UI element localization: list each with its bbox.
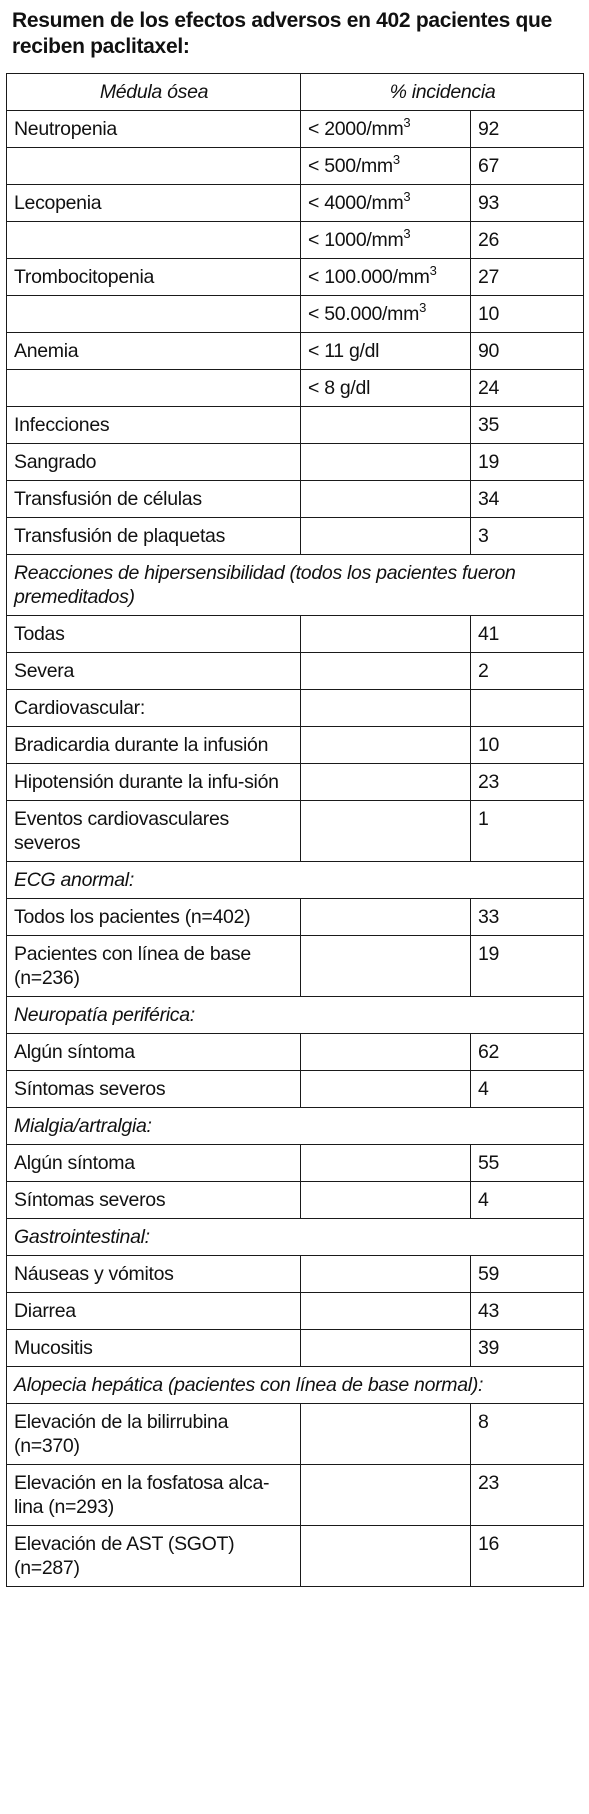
table-row [7, 333, 584, 370]
row-label: Sangrado [7, 444, 301, 481]
section-heading-row [7, 1367, 584, 1404]
table-row [7, 1526, 584, 1587]
table-row [7, 653, 584, 690]
row-threshold [301, 148, 471, 185]
table-row [7, 407, 584, 444]
threshold-text: < 100.000/mm [308, 266, 430, 288]
table-row [7, 1293, 584, 1330]
row-value: 55 [471, 1145, 584, 1182]
row-label: Transfusión de plaquetas [7, 518, 301, 555]
threshold-exponent: 3 [403, 189, 411, 204]
row-value: 43 [471, 1293, 584, 1330]
row-label: Elevación en la fosfatosa alca-lina (n=293) [7, 1465, 301, 1526]
table-row [7, 222, 584, 259]
table-row [7, 370, 584, 407]
section-heading: Alopecia hepática (pacientes con línea de base normal): [7, 1367, 584, 1404]
threshold-text: < 500/mm [308, 155, 393, 177]
row-value: 1 [471, 801, 584, 862]
row-threshold [301, 764, 471, 801]
row-label: Náuseas y vómitos [7, 1256, 301, 1293]
row-threshold [301, 333, 471, 370]
table-row [7, 690, 584, 727]
row-threshold [301, 1465, 471, 1526]
row-label [7, 296, 301, 333]
row-value: 23 [471, 764, 584, 801]
row-value: 2 [471, 653, 584, 690]
threshold-exponent: 3 [419, 300, 426, 315]
row-label: Eventos cardiovasculares severos [7, 801, 301, 862]
table-row [7, 1465, 584, 1526]
row-label: Elevación de AST (SGOT) (n=287) [7, 1526, 301, 1587]
threshold-text: < 50.000/mm [308, 303, 420, 325]
table-row [7, 899, 584, 936]
row-value: 4 [471, 1071, 584, 1108]
section-heading-row [7, 862, 584, 899]
row-label: Cardiovascular: [7, 690, 301, 727]
section-heading: Neuropatía periférica: [7, 997, 584, 1034]
row-value: 10 [471, 727, 584, 764]
row-label: Severa [7, 653, 301, 690]
row-label: Anemia [7, 333, 301, 370]
table-row [7, 481, 584, 518]
header-bone-marrow: Médula ósea [7, 74, 301, 111]
table-row [7, 1404, 584, 1465]
row-threshold [301, 690, 471, 727]
row-label: Infecciones [7, 407, 301, 444]
row-threshold [301, 1256, 471, 1293]
row-value: 10 [471, 296, 584, 333]
row-threshold [301, 370, 471, 407]
row-label [7, 148, 301, 185]
row-threshold [301, 1034, 471, 1071]
row-threshold [301, 727, 471, 764]
row-threshold [301, 1182, 471, 1219]
section-heading: Reacciones de hipersensibilidad (todos los pacientes fueron premeditados) [7, 555, 584, 616]
row-label [7, 370, 301, 407]
row-label: Neutropenia [7, 111, 301, 148]
row-value: 59 [471, 1256, 584, 1293]
row-value: 62 [471, 1034, 584, 1071]
row-label: Bradicardia durante la infusión [7, 727, 301, 764]
row-threshold [301, 296, 471, 333]
section-heading: Mialgia/artralgia: [7, 1108, 584, 1145]
threshold-text: < 4000/mm [308, 192, 404, 214]
threshold-exponent: 3 [403, 115, 411, 130]
row-label: Diarrea [7, 1293, 301, 1330]
row-label: Elevación de la bilirrubina (n=370) [7, 1404, 301, 1465]
threshold-exponent: 3 [392, 152, 400, 167]
row-threshold [301, 936, 471, 997]
row-label: Todas [7, 616, 301, 653]
row-label [7, 222, 301, 259]
row-threshold [301, 259, 471, 296]
row-label: Síntomas severos [7, 1182, 301, 1219]
row-label: Algún síntoma [7, 1145, 301, 1182]
row-value: 41 [471, 616, 584, 653]
row-threshold [301, 653, 471, 690]
row-threshold [301, 407, 471, 444]
row-value: 19 [471, 936, 584, 997]
row-label: Trombocitopenia [7, 259, 301, 296]
row-value: 26 [471, 222, 584, 259]
threshold-text: < 2000/mm [308, 118, 404, 140]
section-heading-row [7, 555, 584, 616]
row-value: 93 [471, 185, 584, 222]
table-row [7, 185, 584, 222]
row-threshold [301, 1330, 471, 1367]
row-threshold [301, 481, 471, 518]
row-threshold [301, 616, 471, 653]
row-threshold [301, 518, 471, 555]
threshold-text: < 8 g/dl [308, 377, 371, 399]
table-row [7, 616, 584, 653]
row-value: 34 [471, 481, 584, 518]
threshold-text: < 11 g/dl [308, 340, 380, 362]
table-row [7, 764, 584, 801]
row-label: Todos los pacientes (n=402) [7, 899, 301, 936]
row-value: 4 [471, 1182, 584, 1219]
row-value: 90 [471, 333, 584, 370]
table-row [7, 801, 584, 862]
table-body [7, 111, 584, 1587]
row-threshold [301, 1293, 471, 1330]
table-row [7, 518, 584, 555]
table-row [7, 296, 584, 333]
table-row [7, 1145, 584, 1182]
row-threshold [301, 1526, 471, 1587]
row-value: 33 [471, 899, 584, 936]
table-row [7, 1182, 584, 1219]
table-title: Resumen de los efectos adversos en 402 pacientes que reciben paclitaxel: [12, 9, 552, 58]
row-value: 67 [471, 148, 584, 185]
row-threshold [301, 899, 471, 936]
threshold-exponent: 3 [429, 263, 437, 278]
row-label: Mucositis [7, 1330, 301, 1367]
row-threshold [301, 185, 471, 222]
row-value: 19 [471, 444, 584, 481]
header-row [7, 74, 584, 111]
row-threshold [301, 111, 471, 148]
section-heading-row [7, 997, 584, 1034]
table-row [7, 727, 584, 764]
row-value: 24 [471, 370, 584, 407]
row-value: 23 [471, 1465, 584, 1526]
row-value: 8 [471, 1404, 584, 1465]
threshold-text: < 1000/mm [308, 229, 404, 251]
row-label: Síntomas severos [7, 1071, 301, 1108]
row-label: Transfusión de células [7, 481, 301, 518]
row-threshold [301, 1404, 471, 1465]
row-threshold [301, 444, 471, 481]
row-threshold [301, 222, 471, 259]
row-value: 3 [471, 518, 584, 555]
row-threshold [301, 801, 471, 862]
row-value [471, 690, 584, 727]
row-value: 27 [471, 259, 584, 296]
section-heading-row [7, 1108, 584, 1145]
threshold-exponent: 3 [403, 226, 411, 241]
table-row [7, 111, 584, 148]
row-value: 39 [471, 1330, 584, 1367]
adverse-effects-table [6, 73, 584, 1587]
table-row [7, 148, 584, 185]
section-heading: Gastrointestinal: [7, 1219, 584, 1256]
section-heading-row [7, 1219, 584, 1256]
table-row [7, 936, 584, 997]
table-row [7, 1330, 584, 1367]
table-row [7, 1034, 584, 1071]
row-label: Hipotensión durante la infu-sión [7, 764, 301, 801]
table-row [7, 1071, 584, 1108]
row-threshold [301, 1071, 471, 1108]
row-label: Lecopenia [7, 185, 301, 222]
row-label: Algún síntoma [7, 1034, 301, 1071]
row-value: 92 [471, 111, 584, 148]
row-threshold [301, 1145, 471, 1182]
section-heading: ECG anormal: [7, 862, 584, 899]
table-row [7, 259, 584, 296]
row-value: 35 [471, 407, 584, 444]
row-label: Pacientes con línea de base (n=236) [7, 936, 301, 997]
row-value: 16 [471, 1526, 584, 1587]
table-row [7, 1256, 584, 1293]
table-row [7, 444, 584, 481]
header-incidence: % incidencia [301, 74, 584, 111]
